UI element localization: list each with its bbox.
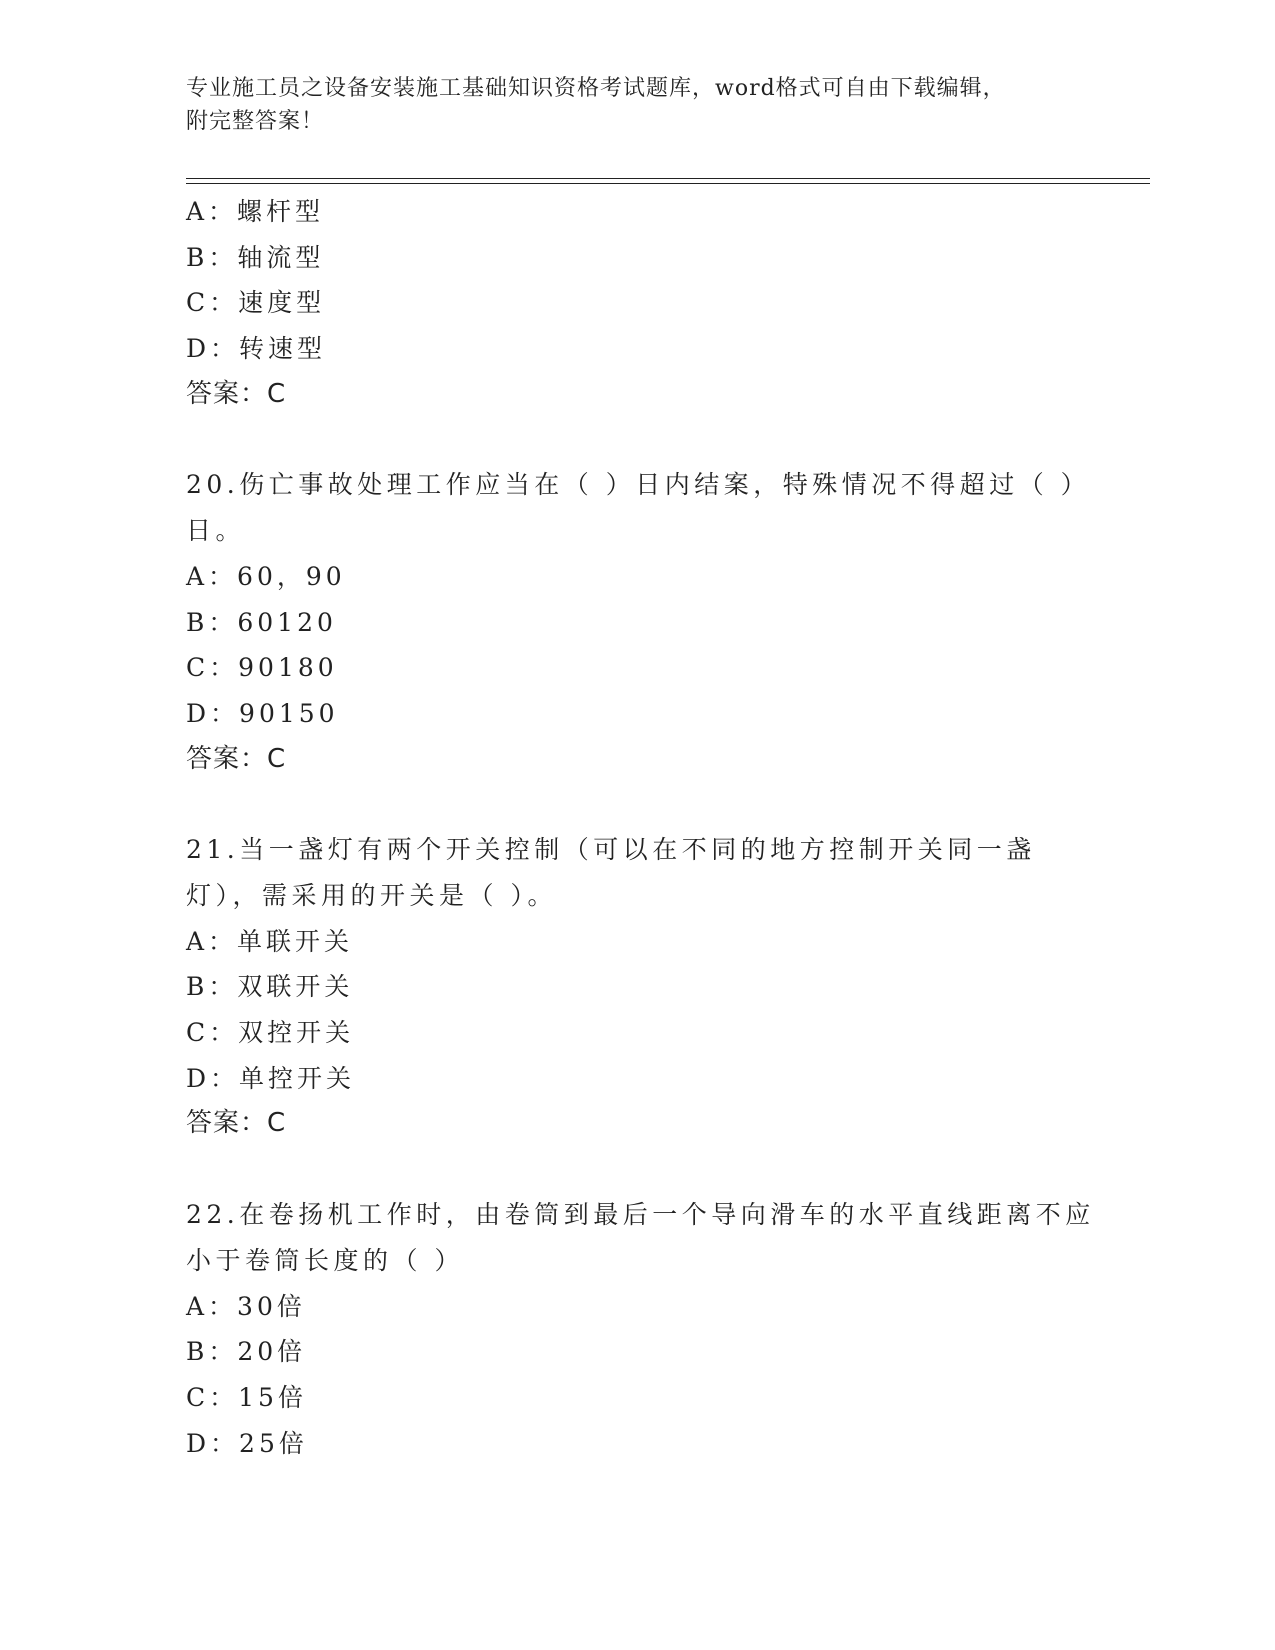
question-21-block <box>186 827 1106 1147</box>
spacer <box>186 782 1106 827</box>
option-c: C：双控开关 <box>186 1018 355 1048</box>
header-rule-top <box>186 178 1150 179</box>
question-text: 21.当一盏灯有两个开关控制（可以在不同的地方控制开关同一盏灯），需采用的开关是（ ）。 <box>186 835 1036 910</box>
document-header <box>186 72 1086 138</box>
option-c: C：15倍 <box>186 1382 307 1412</box>
option-d: D：转速型 <box>186 334 327 364</box>
option-c: C：速度型 <box>186 288 326 318</box>
answer: 答案：C <box>186 1108 287 1139</box>
answer: 答案：C <box>186 743 287 774</box>
option-a: A：30倍 <box>186 1291 306 1321</box>
question-22-block <box>186 1192 1106 1466</box>
option-b: B：20倍 <box>186 1337 307 1367</box>
option-c: C：90180 <box>186 653 338 683</box>
option-d: D：单控开关 <box>186 1063 356 1093</box>
question-list <box>186 189 1106 1466</box>
option-b: B：双联开关 <box>186 972 354 1002</box>
option-b: B：60120 <box>186 607 337 637</box>
header-line-2: 附完整答案！ <box>186 109 325 134</box>
question-19-block <box>186 189 1106 417</box>
answer: 答案：C <box>186 378 287 409</box>
question-20-block <box>186 462 1106 782</box>
header-line-1: 专业施工员之设备安装施工基础知识资格考试题库，word格式可自由下载编辑， <box>186 76 1006 101</box>
spacer <box>186 417 1106 462</box>
header-rule-bottom <box>186 183 1150 184</box>
option-a: A：60，90 <box>186 561 346 591</box>
question-text: 20.伤亡事故处理工作应当在（ ）日内结案，特殊情况不得超过（ ）日。 <box>186 470 1091 546</box>
option-d: D：90150 <box>186 698 339 728</box>
option-d: D：25倍 <box>186 1428 308 1458</box>
option-a: A：单联开关 <box>186 926 354 956</box>
option-a: A：螺杆型 <box>186 197 325 226</box>
question-text: 22.在卷扬机工作时，由卷筒到最后一个导向滑车的水平直线距离不应小于卷筒长度的（ ） <box>186 1200 1095 1275</box>
option-b: B：轴流型 <box>186 242 325 272</box>
spacer <box>186 1147 1106 1192</box>
